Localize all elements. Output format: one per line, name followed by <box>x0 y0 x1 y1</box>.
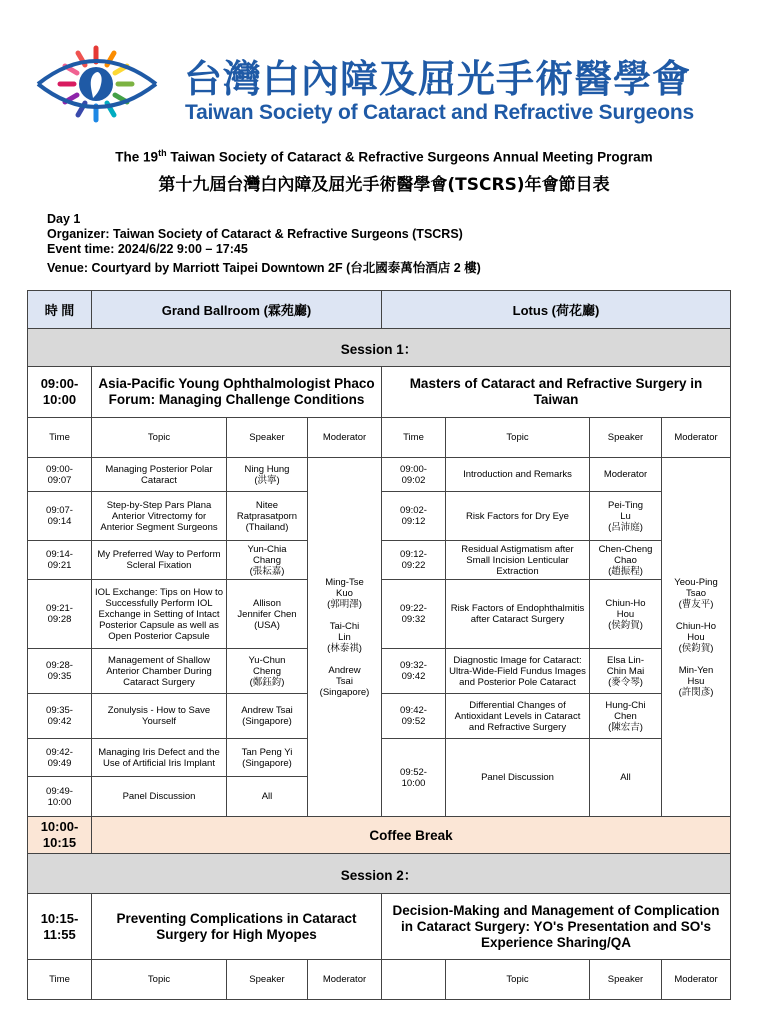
right-row-speaker: Pei-Ting Lu (呂沛庭) <box>589 491 662 541</box>
right-row-topic: Risk Factors of Endophthalmitis after Cataract Surgery <box>445 579 590 649</box>
right-moderators: Yeou-Ping Tsao (曹友平) Chiun-Ho Hou (侯鈞賀) Min-Yen Hsu (許閔彥) <box>661 457 731 817</box>
room-grand-ballroom: Grand Ballroom (霖苑廳) <box>91 290 382 329</box>
right-row-time: 09:52- 10:00 <box>381 738 446 817</box>
session-2-right-title: Decision-Making and Management of Complication in Cataract Surgery: YO's Presentation and SO's Experience Sharing/QA <box>381 893 731 960</box>
left-row-time: 09:21- 09:28 <box>27 579 92 649</box>
left-row-speaker: Andrew Tsai (Singapore) <box>226 693 308 739</box>
left-row-topic: Managing Iris Defect and the Use of Artificial Iris Implant <box>91 738 227 777</box>
right-row-speaker: Elsa Lin- Chin Mai (麥令琴) <box>589 648 662 694</box>
left-row-topic: Panel Discussion <box>91 776 227 817</box>
day-label: Day 1 <box>47 212 81 226</box>
col-time: Time <box>27 417 92 458</box>
col-topic-right: Topic <box>445 959 590 1000</box>
left-row-topic: Managing Posterior Polar Cataract <box>91 457 227 492</box>
society-name-zh: 台灣白內障及屈光手術醫學會 <box>184 57 692 101</box>
right-row-topic: Differential Changes of Antioxidant Levels in Cataract and Refractive Surgery <box>445 693 590 739</box>
col-moderator-right: Moderator <box>661 417 731 458</box>
col-moderator: Moderator <box>307 417 382 458</box>
session-1-time: 09:00- 10:00 <box>27 366 92 418</box>
right-row-speaker: Hung-Chi Chen (陳宏吉) <box>589 693 662 739</box>
right-row-time: 09:22- 09:32 <box>381 579 446 649</box>
eye-logo-icon <box>34 44 162 124</box>
session-2-time: 10:15- 11:55 <box>27 893 92 960</box>
col-time: Time <box>27 959 92 1000</box>
society-logo <box>34 44 162 124</box>
left-row-topic: My Preferred Way to Perform Scleral Fixation <box>91 540 227 580</box>
left-row-topic: Step-by-Step Pars Plana Anterior Vitrectomy for Anterior Segment Surgeons <box>91 491 227 541</box>
col-speaker-right: Speaker <box>589 417 662 458</box>
right-row-topic: Risk Factors for Dry Eye <box>445 491 590 541</box>
left-row-speaker: Nitee Ratprasatporn (Thailand) <box>226 491 308 541</box>
event-time: Event time: 2024/6/22 9:00 – 17:45 <box>47 242 248 256</box>
session-1-right-title: Masters of Cataract and Refractive Surgery in Taiwan <box>381 366 731 418</box>
col-moderator-right: Moderator <box>661 959 731 1000</box>
right-row-speaker: Chiun-Ho Hou (侯鈞賀) <box>589 579 662 649</box>
right-row-speaker: Chen-Cheng Chao (趙振程) <box>589 540 662 580</box>
col-topic: Topic <box>91 959 227 1000</box>
coffee-break-time: 10:00- 10:15 <box>27 816 92 854</box>
left-row-topic: Management of Shallow Anterior Chamber During Cataract Surgery <box>91 648 227 694</box>
left-row-time: 09:14- 09:21 <box>27 540 92 580</box>
left-row-topic: IOL Exchange: Tips on How to Successfully Perform IOL Exchange in Setting of Intact Posterior Capsule as well as Open Posterior Capsule <box>91 579 227 649</box>
right-row-topic: Introduction and Remarks <box>445 457 590 492</box>
col-speaker-right: Speaker <box>589 959 662 1000</box>
left-moderators: Ming-Tse Kuo (郭明澤) Tai-Chi Lin (林泰祺) Andrew Tsai (Singapore) <box>307 457 382 817</box>
left-row-speaker: Ning Hung (洪寧) <box>226 457 308 492</box>
session-2-label: Session 2： <box>27 853 731 894</box>
left-row-topic: Zonulysis - How to Save Yourself <box>91 693 227 739</box>
col-speaker: Speaker <box>226 959 308 1000</box>
left-row-speaker: Allison Jennifer Chen (USA) <box>226 579 308 649</box>
session-1-label: Session 1： <box>27 328 731 367</box>
right-row-topic: Residual Astigmatism after Small Incision Lenticular Extraction <box>445 540 590 580</box>
col-topic: Topic <box>91 417 227 458</box>
left-row-time: 09:28- 09:35 <box>27 648 92 694</box>
program-title: The 19th Taiwan Society of Cataract & Refractive Surgeons Annual Meeting Program <box>115 148 653 165</box>
col-time-right: Time <box>381 417 446 458</box>
left-row-speaker: Yu-Chun Cheng (鄭鈺鈞) <box>226 648 308 694</box>
right-row-time: 09:12- 09:22 <box>381 540 446 580</box>
organizer: Organizer: Taiwan Society of Cataract & Refractive Surgeons (TSCRS) <box>47 227 463 241</box>
coffee-break: Coffee Break <box>91 816 731 854</box>
col-time-right-empty <box>381 959 446 1000</box>
event-info <box>47 212 481 276</box>
right-row-time: 09:32- 09:42 <box>381 648 446 694</box>
program-title-zh: 第十九屆台灣白內障及屈光手術醫學會(TSCRS)年會節目表 <box>158 175 610 195</box>
left-row-speaker: Yun-Chia Chang (張耘嘉) <box>226 540 308 580</box>
right-row-topic: Panel Discussion <box>445 738 590 817</box>
society-name-en: Taiwan Society of Cataract and Refractive Surgeons <box>185 101 694 124</box>
right-row-time: 09:42- 09:52 <box>381 693 446 739</box>
col-topic-right: Topic <box>445 417 590 458</box>
header-time: 時 間 <box>27 290 92 329</box>
right-row-time: 09:02- 09:12 <box>381 491 446 541</box>
session-2-left-title: Preventing Complications in Cataract Surgery for High Myopes <box>91 893 382 960</box>
left-row-time: 09:49- 10:00 <box>27 776 92 817</box>
session-1-left-title: Asia-Pacific Young Ophthalmologist Phaco Forum: Managing Challenge Conditions <box>91 366 382 418</box>
venue: Venue: Courtyard by Marriott Taipei Downtown 2F (台北國泰萬怡酒店 2 樓) <box>47 261 481 275</box>
room-lotus: Lotus (荷花廳) <box>381 290 731 329</box>
left-row-speaker: Tan Peng Yi (Singapore) <box>226 738 308 777</box>
col-moderator: Moderator <box>307 959 382 1000</box>
left-row-time: 09:00- 09:07 <box>27 457 92 492</box>
left-row-speaker: All <box>226 776 308 817</box>
left-row-time: 09:07- 09:14 <box>27 491 92 541</box>
left-row-time: 09:35- 09:42 <box>27 693 92 739</box>
right-row-time: 09:00- 09:02 <box>381 457 446 492</box>
right-row-speaker: Moderator <box>589 457 662 492</box>
right-row-speaker: All <box>589 738 662 817</box>
left-row-time: 09:42- 09:49 <box>27 738 92 777</box>
right-row-topic: Diagnostic Image for Cataract: Ultra-Wide-Field Fundus Images and Posterior Pole Cataract <box>445 648 590 694</box>
col-speaker: Speaker <box>226 417 308 458</box>
